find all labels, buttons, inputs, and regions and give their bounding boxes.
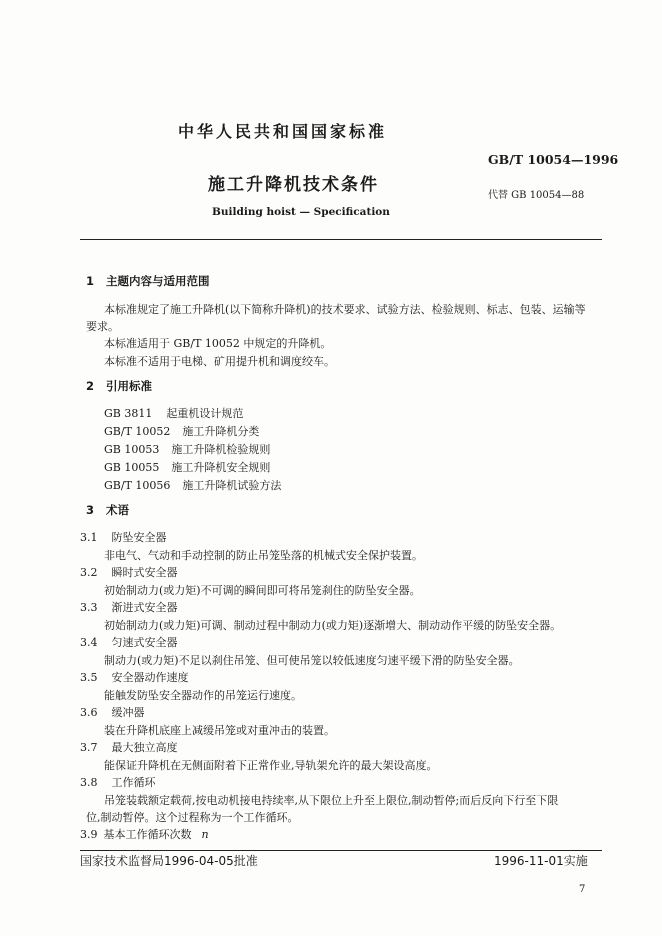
reference-name: 施工升降机检验规则 [171,443,271,456]
term-definition: 能保证升降机在无侧面附着下正常作业,导轨架允许的最大架设高度。 [104,759,438,772]
reference-item [104,405,243,421]
section-number: 3 [86,503,95,517]
term-definition: 初始制动力(或力矩)不可调的瞬间即可将吊笼刹住的防坠安全器。 [104,584,421,597]
term-number: 3.6 [80,706,98,719]
reference-code: GB/T 10052 [104,425,171,438]
document-title: 施工升降机技术条件 [208,175,379,195]
reference-code: GB 10055 [104,461,160,474]
replaces-note: 代替 GB 10054—88 [488,190,585,201]
term-definition: 装在升降机底座上减缓吊笼或对重冲击的装置。 [104,724,335,737]
term-number: 3.2 [80,566,98,579]
term-number: 3.4 [80,636,98,649]
standard-title: 中华人民共和国国家标准 [178,122,388,141]
term-title: 瞬时式安全器 [111,566,178,579]
section-number: 2 [86,379,95,393]
reference-name: 施工升降机试验方法 [182,479,282,492]
section-title: 引用标准 [106,379,153,393]
reference-name: 起重机设计规范 [166,407,244,420]
paragraph-continuation: 要求。 [86,320,119,333]
reference-code: GB/T 10056 [104,479,171,492]
term-definition: 初始制动力(或力矩)可调、制动过程中制动力(或力矩)逐渐增大、制动动作平缓的防坠安全器。 [104,619,562,632]
footer-rule [80,850,602,851]
reference-item [104,423,259,439]
term-number: 3.3 [80,601,98,614]
section-1-heading [86,273,210,289]
term-definition: 吊笼装载额定载荷,按电动机接电持续率,从下限位上升至上限位,制动暂停;而后反向下行至下限 [104,794,559,807]
approval-note: 国家技术监督局1996-04-05批准 [80,854,258,868]
term-title: 最大独立高度 [111,741,178,754]
term-definition-continuation: 位,制动暂停。这个过程称为一个工作循环。 [86,811,299,824]
section-3-heading [86,502,129,518]
paragraph: 本标准规定了施工升降机(以下简称升降机)的技术要求、试验方法、检验规则、标志、包装、运输等 [104,303,586,316]
term-heading [80,739,178,755]
standard-number: GB/T 10054—1996 [488,152,619,167]
reference-name: 施工升降机安全规则 [171,461,271,474]
term-number: 3.1 [80,531,98,544]
term-heading [80,669,189,685]
term-title: 基本工作循环次数 [103,828,192,841]
term-title: 防坠安全器 [111,531,167,544]
english-subtitle: Building hoist — Specification [212,206,390,218]
effective-date: 1996-11-01实施 [494,854,588,868]
reference-name: 施工升降机分类 [182,425,260,438]
section-title: 主题内容与适用范围 [106,274,210,288]
term-title: 缓冲器 [111,706,145,719]
term-number: 3.7 [80,741,98,754]
term-heading [80,774,156,790]
page-number: 7 [579,884,586,895]
paragraph: 本标准不适用于电梯、矿用提升机和调度绞车。 [104,355,335,368]
section-title: 术语 [106,503,130,517]
section-number: 1 [86,274,95,288]
term-heading [80,704,145,720]
term-definition: 非电气、气动和手动控制的防止吊笼坠落的机械式安全保护装置。 [104,549,423,562]
term-title: 工作循环 [111,776,156,789]
paragraph: 本标准适用于 GB/T 10052 中规定的升降机。 [104,337,332,350]
term-title: 匀速式安全器 [111,636,178,649]
reference-code: GB 10053 [104,443,160,456]
term-heading [80,634,178,650]
term-title: 渐进式安全器 [111,601,178,614]
term-number: 3.9 [80,828,98,841]
section-2-heading [86,378,152,394]
term-definition: 制动力(或力矩)不足以刹住吊笼、但可使吊笼以较低速度匀速平缓下滑的防坠安全器。 [104,654,520,667]
header-rule [80,239,602,240]
term-symbol: n [201,828,209,841]
term-heading [80,599,178,615]
reference-code: GB 3811 [104,407,153,420]
term-definition: 能触发防坠安全器动作的吊笼运行速度。 [104,689,302,702]
term-title: 安全器动作速度 [111,671,189,684]
reference-item [104,459,270,475]
reference-item [104,441,270,457]
term-heading [80,564,178,580]
term-number: 3.5 [80,671,98,684]
term-heading [80,826,209,842]
term-number: 3.8 [80,776,98,789]
reference-item [104,477,281,493]
term-heading [80,529,167,545]
